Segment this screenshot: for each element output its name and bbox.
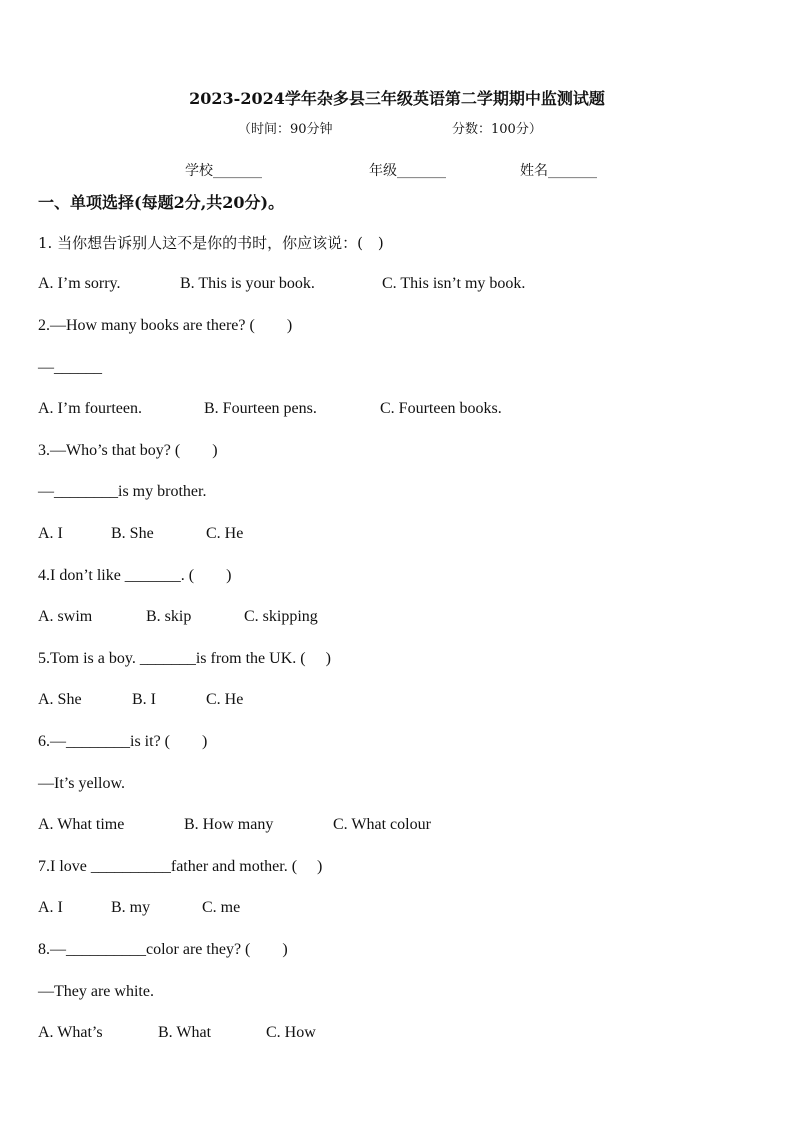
question-stem: 4.I don’t like _______. ( ) [38, 567, 232, 584]
option-c: C. skipping [244, 608, 318, 625]
page-title: 2023-2024学年杂多县三年级英语第二学期期中监测试题 [189, 89, 605, 108]
option-b: B. Fourteen pens. [204, 400, 317, 417]
option-a: A. I’m sorry. [38, 275, 121, 292]
answer-line: —________is my brother. [38, 483, 207, 500]
option-c: C. This isn’t my book. [382, 275, 526, 292]
answer-line: —They are white. [38, 983, 154, 1000]
name-field: 姓名_______ [520, 163, 597, 179]
option-a: A. I’m fourteen. [38, 400, 142, 417]
option-b: B. my [111, 899, 151, 916]
option-a: A. What’s [38, 1024, 103, 1041]
question-stem: 5.Tom is a boy. _______is from the UK. ( ) [38, 650, 331, 667]
option-b: B. skip [146, 608, 192, 625]
option-a: A. I [38, 525, 63, 542]
option-a: A. She [38, 691, 82, 708]
question-stem: 8.—__________color are they? ( ) [38, 941, 288, 958]
option-c: C. me [202, 899, 241, 916]
option-b: B. She [111, 525, 154, 542]
option-a: A. I [38, 899, 63, 916]
answer-line: —______ [38, 359, 102, 376]
option-c: C. What colour [333, 816, 431, 833]
section-heading: 一、单项选择(每题2分,共20分)。 [38, 193, 285, 212]
option-b: B. This is your book. [180, 275, 315, 292]
option-c: C. Fourteen books. [380, 400, 502, 417]
option-a: A. swim [38, 608, 93, 625]
option-c: C. How [266, 1024, 316, 1041]
time-limit: （时间：90分钟 [238, 122, 333, 137]
option-b: B. How many [184, 816, 274, 833]
question-stem: 1. 当你想告诉别人这不是你的书时，你应该说：( ) [38, 234, 384, 252]
question-stem: 3.—Who’s that boy? ( ) [38, 442, 218, 459]
option-a: A. What time [38, 816, 125, 833]
grade-field: 年级_______ [369, 163, 446, 179]
answer-line: —It’s yellow. [38, 775, 125, 792]
option-b: B. What [158, 1024, 212, 1041]
question-stem: 6.—________is it? ( ) [38, 733, 208, 750]
question-stem: 7.I love __________father and mother. ( ) [38, 858, 323, 875]
option-c: C. He [206, 525, 244, 542]
school-field: 学校_______ [185, 163, 262, 179]
question-stem: 2.—How many books are there? ( ) [38, 317, 293, 334]
total-score: 分数：100分） [452, 122, 542, 137]
option-c: C. He [206, 691, 244, 708]
option-b: B. I [132, 691, 156, 708]
